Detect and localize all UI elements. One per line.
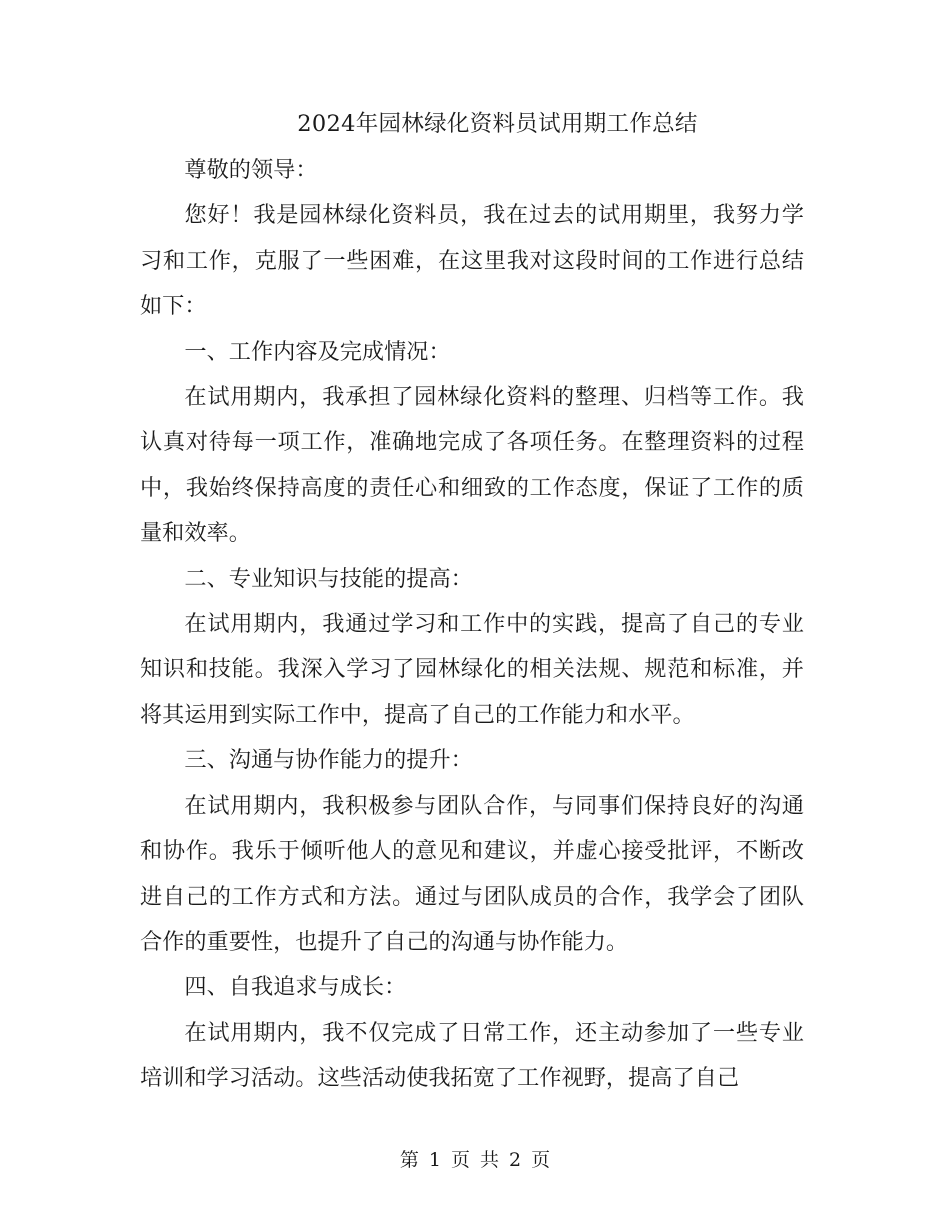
- section-heading-3: 三、沟通与协作能力的提升：: [184, 747, 473, 774]
- section-paragraph-4: 在试用期内，我不仅完成了日常工作，还主动参加了一些专业培训和学习活动。这些活动使我拓宽了工作视野，提高了自己: [140, 1019, 804, 1092]
- section-heading-2: 二、专业知识与技能的提高：: [184, 565, 473, 592]
- section-heading-4: 四、自我追求与成长：: [184, 974, 407, 1001]
- section-paragraph-1: 在试用期内，我承担了园林绿化资料的整理、归档等工作。我认真对待每一项工作，准确地完成了各项任务。在整理资料的过程中，我始终保持高度的责任心和细致的工作态度，保证了工作的质量和效率。: [140, 384, 804, 547]
- document-title: 2024年园林绿化资料员试用期工作总结: [297, 111, 698, 137]
- section-heading-1: 一、工作内容及完成情况：: [184, 338, 451, 365]
- document-body: [140, 148, 804, 1102]
- section-paragraph-2: 在试用期内，我通过学习和工作中的实践，提高了自己的专业知识和技能。我深入学习了园林绿化的相关法规、规范和标准，并将其运用到实际工作中，提高了自己的工作能力和水平。: [140, 611, 804, 728]
- intro-paragraph: 您好！我是园林绿化资料员，我在过去的试用期里，我努力学习和工作，克服了一些困难，在这里我对这段时间的工作进行总结如下：: [140, 202, 804, 320]
- page-indicator: 第 1 页 共 2 页: [399, 1149, 551, 1171]
- section-paragraph-3: 在试用期内，我积极参与团队合作，与同事们保持良好的沟通和协作。我乐于倾听他人的意见和建议，并虚心接受批评，不断改进自己的工作方式和方法。通过与团队成员的合作，我学会了团队合作的重要性，也提升了自己的沟通与协作能力。: [140, 792, 804, 955]
- salutation: 尊敬的领导：: [184, 157, 318, 183]
